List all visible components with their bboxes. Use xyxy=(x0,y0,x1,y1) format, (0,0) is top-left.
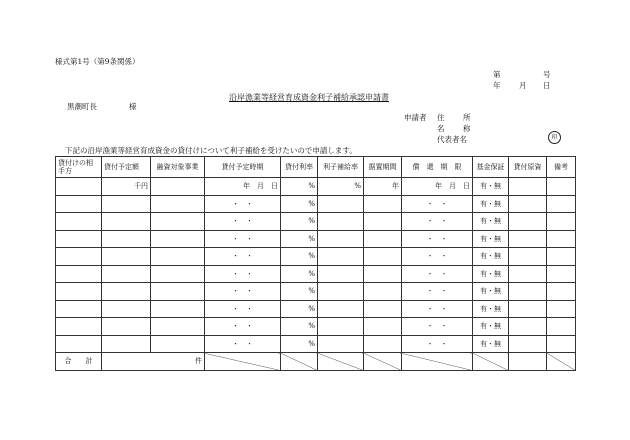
cell-repayment-term[interactable]: ・ ・ xyxy=(402,248,473,266)
cell-remarks[interactable] xyxy=(547,248,576,266)
cell-source[interactable] xyxy=(509,178,547,196)
cell-remarks[interactable] xyxy=(547,213,576,231)
cell-borrower[interactable] xyxy=(56,213,102,231)
cell-borrower[interactable] xyxy=(56,178,102,196)
cell-project[interactable] xyxy=(151,230,205,248)
cell-borrower[interactable] xyxy=(56,248,102,266)
table-row xyxy=(56,283,576,301)
date-month: 月 xyxy=(519,81,527,90)
header-remarks: 備考 xyxy=(547,157,576,178)
date-day: 日 xyxy=(543,81,551,90)
cell-source[interactable] xyxy=(509,265,547,283)
cell-period[interactable]: ・ ・ xyxy=(205,248,281,266)
cell-guarantee[interactable]: 有・無 xyxy=(473,318,509,336)
cell-subsidy-rate[interactable] xyxy=(318,213,364,231)
cell-deferment[interactable]: 年 xyxy=(364,178,402,196)
cell-borrower[interactable] xyxy=(56,335,102,353)
cell-remarks[interactable] xyxy=(547,178,576,196)
cell-repayment-term[interactable]: 年 月 日 xyxy=(402,178,473,196)
name-suffix: 称 xyxy=(463,124,471,133)
cell-rate[interactable]: % xyxy=(281,195,318,213)
total-source[interactable] xyxy=(509,353,547,371)
applicant-label: 申請者 xyxy=(404,113,427,122)
cell-source[interactable] xyxy=(509,300,547,318)
cell-project[interactable] xyxy=(151,265,205,283)
cell-subsidy-rate[interactable] xyxy=(318,195,364,213)
cell-rate[interactable]: % xyxy=(281,300,318,318)
representative-label: 代表者名 xyxy=(437,135,467,144)
cell-period[interactable]: ・ ・ xyxy=(205,195,281,213)
cell-borrower[interactable] xyxy=(56,300,102,318)
cell-project[interactable] xyxy=(151,195,205,213)
cell-deferment[interactable] xyxy=(364,318,402,336)
cell-period[interactable]: ・ ・ xyxy=(205,213,281,231)
cell-subsidy-rate[interactable] xyxy=(318,248,364,266)
cell-repayment-term[interactable]: ・ ・ xyxy=(402,230,473,248)
table-row xyxy=(56,230,576,248)
table-row xyxy=(56,195,576,213)
cell-source[interactable] xyxy=(509,213,547,231)
cell-subsidy-rate[interactable] xyxy=(318,318,364,336)
intro-text: 下記の沿岸漁業等経営育成資金の貸付けについて利子補給を受けたいので申請します。 xyxy=(65,146,357,155)
cell-deferment[interactable] xyxy=(364,213,402,231)
cell-project[interactable] xyxy=(151,335,205,353)
cell-remarks[interactable] xyxy=(547,335,576,353)
cell-rate[interactable]: % xyxy=(281,178,318,196)
cell-guarantee[interactable]: 有・無 xyxy=(473,178,509,196)
cell-amount[interactable] xyxy=(102,265,151,283)
cell-rate[interactable]: % xyxy=(281,335,318,353)
cell-deferment[interactable] xyxy=(364,283,402,301)
cell-project[interactable] xyxy=(151,248,205,266)
cell-amount[interactable] xyxy=(102,195,151,213)
cell-subsidy-rate[interactable] xyxy=(318,265,364,283)
table-row xyxy=(56,178,576,196)
application-table xyxy=(55,156,576,371)
cell-project[interactable] xyxy=(151,213,205,231)
cell-guarantee[interactable]: 有・無 xyxy=(473,265,509,283)
header-project: 融資対象事業 xyxy=(151,157,205,178)
cell-remarks[interactable] xyxy=(547,230,576,248)
cell-remarks[interactable] xyxy=(547,300,576,318)
cell-period[interactable]: ・ ・ xyxy=(205,265,281,283)
address-suffix: 所 xyxy=(463,113,471,122)
cell-rate[interactable]: % xyxy=(281,283,318,301)
cell-deferment[interactable] xyxy=(364,230,402,248)
cell-repayment-term[interactable]: ・ ・ xyxy=(402,213,473,231)
cell-project[interactable] xyxy=(151,283,205,301)
cell-repayment-term[interactable]: ・ ・ xyxy=(402,300,473,318)
cell-period[interactable]: ・ ・ xyxy=(205,318,281,336)
cell-guarantee[interactable]: 有・無 xyxy=(473,248,509,266)
cell-amount[interactable] xyxy=(102,230,151,248)
cell-guarantee[interactable]: 有・無 xyxy=(473,195,509,213)
table-total-row xyxy=(56,353,576,371)
cell-remarks[interactable] xyxy=(547,318,576,336)
cell-borrower[interactable] xyxy=(56,230,102,248)
cell-deferment[interactable] xyxy=(364,248,402,266)
total-diagonal xyxy=(318,353,364,371)
cell-subsidy-rate[interactable] xyxy=(318,283,364,301)
cell-project[interactable] xyxy=(151,318,205,336)
cell-guarantee[interactable]: 有・無 xyxy=(473,300,509,318)
cell-guarantee[interactable]: 有・無 xyxy=(473,335,509,353)
table-header-row xyxy=(56,157,576,178)
table-row xyxy=(56,300,576,318)
cell-repayment-term[interactable]: ・ ・ xyxy=(402,335,473,353)
cell-repayment-term[interactable]: ・ ・ xyxy=(402,195,473,213)
number-suffix: 号 xyxy=(543,70,551,79)
total-label: 合 計 xyxy=(56,353,102,371)
cell-period[interactable]: ・ ・ xyxy=(205,335,281,353)
table-row xyxy=(56,335,576,353)
total-diagonal xyxy=(281,353,318,371)
cell-subsidy-rate[interactable] xyxy=(318,335,364,353)
cell-amount[interactable]: 千円 xyxy=(102,178,151,196)
cell-amount[interactable] xyxy=(102,318,151,336)
date-year: 年 xyxy=(493,81,501,90)
header-amount: 貸付予定額 xyxy=(102,157,151,178)
addressee-name: 黒潮町長 xyxy=(67,102,97,111)
header-deferment: 据置期間 xyxy=(364,157,402,178)
cell-source[interactable] xyxy=(509,283,547,301)
cell-rate[interactable]: % xyxy=(281,318,318,336)
cell-repayment-term[interactable]: ・ ・ xyxy=(402,283,473,301)
cell-rate[interactable]: % xyxy=(281,230,318,248)
addressee-honorific: 様 xyxy=(129,102,137,111)
cell-subsidy-rate[interactable] xyxy=(318,230,364,248)
cell-source[interactable] xyxy=(509,318,547,336)
header-source: 貸付原資 xyxy=(509,157,547,178)
cell-deferment[interactable] xyxy=(364,265,402,283)
number-label: 第 xyxy=(493,70,501,79)
cell-project[interactable] xyxy=(151,178,205,196)
cell-amount[interactable] xyxy=(102,335,151,353)
table-row xyxy=(56,248,576,266)
cell-source[interactable] xyxy=(509,335,547,353)
cell-subsidy-rate[interactable] xyxy=(318,300,364,318)
header-repayment-term: 償 還 期 限 xyxy=(402,157,473,178)
form-number-label: 様式第1号（第9条関係） xyxy=(55,57,140,66)
cell-borrower[interactable] xyxy=(56,265,102,283)
cell-source[interactable] xyxy=(509,230,547,248)
header-subsidy-rate: 利子補給率 xyxy=(318,157,364,178)
total-diagonal xyxy=(547,353,576,371)
cell-amount[interactable] xyxy=(102,283,151,301)
cell-source[interactable] xyxy=(509,248,547,266)
seal-mark: 印 xyxy=(548,131,561,144)
total-diagonal xyxy=(402,353,473,371)
cell-repayment-term[interactable]: ・ ・ xyxy=(402,318,473,336)
cell-rate[interactable]: % xyxy=(281,213,318,231)
cell-amount[interactable] xyxy=(102,248,151,266)
table-row xyxy=(56,213,576,231)
address-label: 住 xyxy=(437,113,445,122)
cell-repayment-term[interactable]: ・ ・ xyxy=(402,265,473,283)
cell-deferment[interactable] xyxy=(364,195,402,213)
cell-remarks[interactable] xyxy=(547,265,576,283)
cell-amount[interactable] xyxy=(102,213,151,231)
cell-borrower[interactable] xyxy=(56,318,102,336)
cell-project[interactable] xyxy=(151,300,205,318)
cell-source[interactable] xyxy=(509,195,547,213)
cell-deferment[interactable] xyxy=(364,300,402,318)
total-diagonal xyxy=(205,353,281,371)
cell-subsidy-rate[interactable]: % xyxy=(318,178,364,196)
header-borrower: 貸付けの相手方 xyxy=(56,157,102,178)
name-label: 名 xyxy=(437,124,445,133)
total-diagonal xyxy=(364,353,402,371)
cell-period[interactable]: ・ ・ xyxy=(205,300,281,318)
cell-deferment[interactable] xyxy=(364,335,402,353)
cell-period[interactable]: 年 月 日 xyxy=(205,178,281,196)
cell-guarantee[interactable]: 有・無 xyxy=(473,230,509,248)
cell-borrower[interactable] xyxy=(56,283,102,301)
cell-amount[interactable] xyxy=(102,300,151,318)
header-period: 貸付予定時期 xyxy=(205,157,281,178)
table-body xyxy=(56,195,576,353)
table-row xyxy=(56,318,576,336)
table-row xyxy=(56,265,576,283)
total-count[interactable]: 件 xyxy=(102,353,205,371)
header-guarantee: 基金保証 xyxy=(473,157,509,178)
cell-remarks[interactable] xyxy=(547,195,576,213)
cell-borrower[interactable] xyxy=(56,195,102,213)
cell-period[interactable]: ・ ・ xyxy=(205,283,281,301)
cell-remarks[interactable] xyxy=(547,283,576,301)
cell-rate[interactable]: % xyxy=(281,265,318,283)
cell-rate[interactable]: % xyxy=(281,248,318,266)
header-rate: 貸付利率 xyxy=(281,157,318,178)
cell-guarantee[interactable]: 有・無 xyxy=(473,283,509,301)
total-diagonal xyxy=(473,353,509,371)
document-title: 沿岸漁業等経営育成資金利子補給承認申請書 xyxy=(229,93,389,102)
cell-period[interactable]: ・ ・ xyxy=(205,230,281,248)
cell-guarantee[interactable]: 有・無 xyxy=(473,213,509,231)
